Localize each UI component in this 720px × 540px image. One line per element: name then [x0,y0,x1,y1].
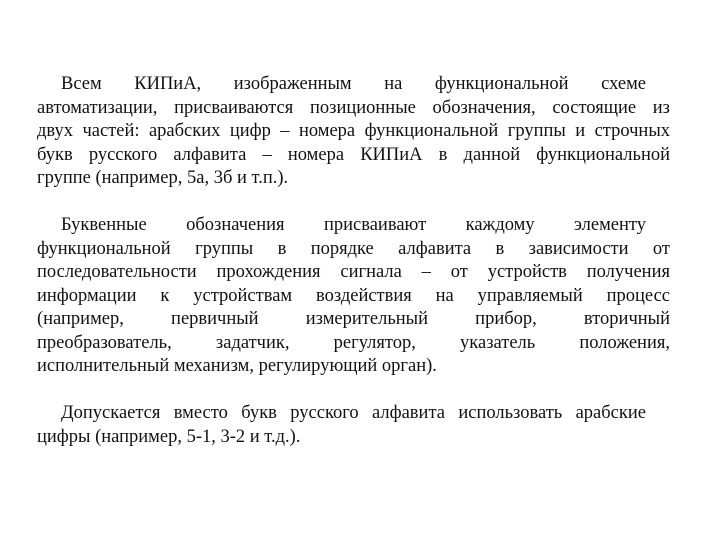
text-line: автоматизации, присваиваются позиционные обозначения, состоящие из [37,97,670,118]
text-line: исполнительный механизм, регулирующий орган). [37,356,437,376]
body-text [37,73,670,473]
text-line: преобразователь, задатчик, регулятор, указатель положения, [37,332,670,353]
text-line: функциональной группы в порядке алфавита в зависимости от [37,238,670,259]
paragraph-3 [37,402,670,449]
text-line: букв русского алфавита – номера КИПиА в данной функциональной [37,144,670,165]
text-line: (например, первичный измерительный прибор, вторичный [37,309,670,329]
text-line: цифры (например, 5-1, 3-2 и т.д.). [37,426,301,447]
text-line: последовательности прохождения сигнала – от устройств получения [37,262,670,282]
text-line: группе (например, 5а, 3б и т.п.). [37,168,289,188]
text-line: Допускается вместо букв русского алфавита использовать арабские [61,403,646,423]
text-line: Буквенные обозначения присваивают каждому элементу [61,215,646,235]
text-line: Всем КИПиА, изображенным на функциональной схеме [61,74,646,94]
paragraph-1 [37,73,670,191]
paragraph-2 [37,214,670,379]
text-line: двух частей: арабских цифр – номера функциональной группы и строчных [37,121,670,141]
text-line: информации к устройствам воздействия на управляемый процесс [37,285,670,306]
